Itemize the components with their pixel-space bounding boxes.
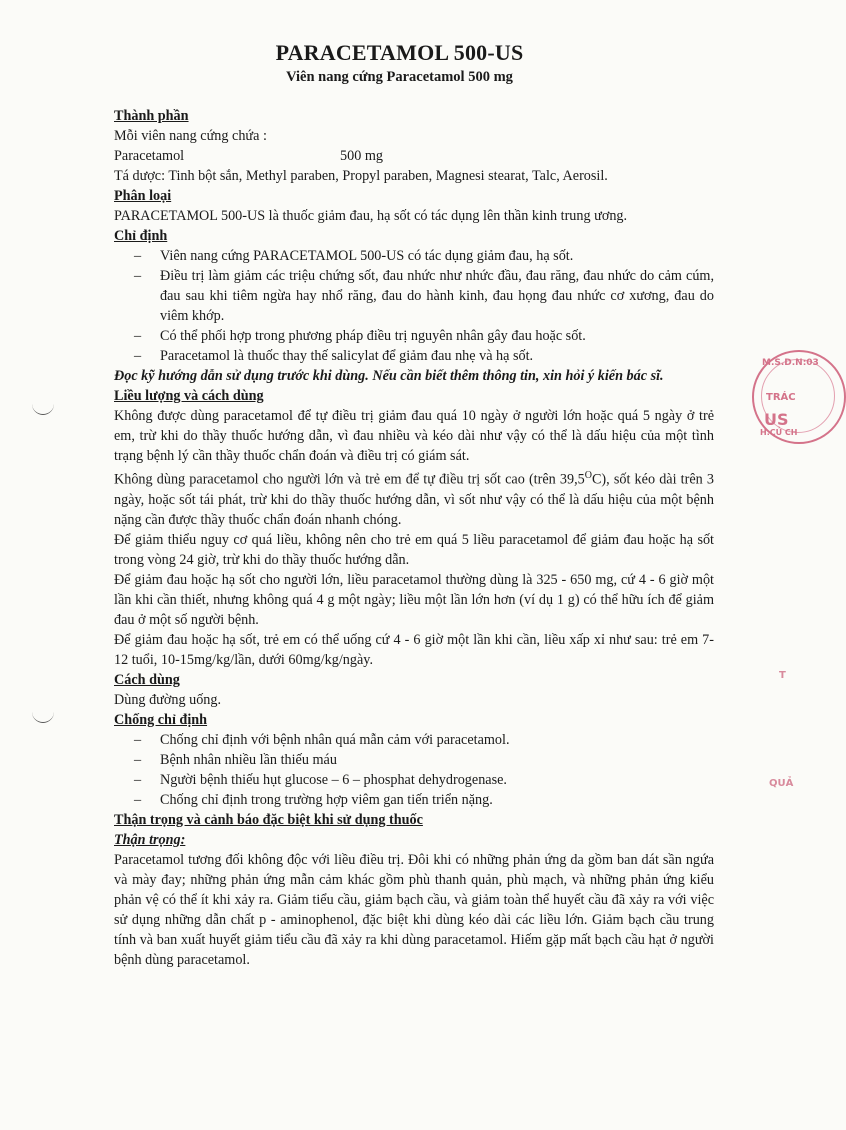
lieu-luong-p3: Để giảm thiểu nguy cơ quá liều, không nên cho trẻ em quá 5 liều paracetamol để giảm đau hoặc hạ sốt trong vòng 24 giờ, trừ khi do thầy thuốc hướng dẫn. bbox=[114, 531, 714, 568]
list-item: – Người bệnh thiếu hụt glucose – 6 – phosphat dehydrogenase. bbox=[114, 770, 714, 790]
heading-lieu-luong: Liều lượng và cách dùng bbox=[114, 388, 264, 404]
lieu-luong-p5: Để giảm đau hoặc hạ sốt, trẻ em có thể uống cứ 4 - 6 giờ một lần khi cần, liều xấp xỉ như sau: trẻ em 7- 12 tuổi, 10-15mg/kg/lần, dưới 60mg/kg/ngày. bbox=[114, 631, 714, 668]
list-item: – Chống chỉ định trong trường hợp viêm gan tiến triển nặng. bbox=[114, 790, 714, 810]
stamp-text: TRÁC bbox=[766, 392, 796, 403]
lieu-luong-p2 bbox=[114, 466, 714, 530]
chi-dinh-list bbox=[114, 246, 714, 366]
active-ingredient-row bbox=[114, 146, 714, 166]
heading-chi-dinh: Chỉ định bbox=[114, 228, 168, 244]
stamp-text: US bbox=[764, 410, 789, 429]
doc-subtitle: Viên nang cứng Paracetamol 500 mg bbox=[286, 69, 513, 85]
heading-chong-chi-dinh: Chống chỉ định bbox=[114, 711, 208, 728]
phan-loai-text: PARACETAMOL 500-US là thuốc giảm đau, hạ sốt có tác dụng lên thần kinh trung ương. bbox=[114, 208, 628, 224]
active-ingredient-name: Paracetamol bbox=[114, 148, 185, 164]
heading-than-trong: Thận trọng: bbox=[114, 831, 186, 848]
thanh-phan-intro: Mỗi viên nang cứng chứa : bbox=[114, 128, 267, 144]
list-item: – Điều trị làm giảm các triệu chứng sốt, đau nhức như nhức đầu, đau răng, đau nhức do cảm cúm, đau sau khi tiêm ngừa hay nhổ răng, đau do hành kinh, đau họng đau nhức cơ xương, đau do viêm khớp. bbox=[114, 266, 714, 326]
than-trong-text: Paracetamol tương đối không độc với liều điều trị. Đôi khi có những phản ứng da gồm ban dát sần ngứa và mày đay; những phản ứng mẫn cảm khác gồm phù thanh quản, phù mạch, và những phản ứng kiểu phản vệ có thể ít khi xảy ra. Giảm tiểu cầu, giảm bạch cầu, và giảm toàn thể huyết cầu đã xảy ra với việc sử dụng những dẫn chất p - aminophenol, đặc biệt khi dùng kéo dài các liều lớn. Giảm bạch cầu trung tính và ban xuất huyết giảm tiểu cầu đã xảy ra khi dùng paracetamol. Hiếm gặp mất bạch cầu hạt ở người bệnh dùng paracetamol. bbox=[114, 851, 714, 968]
active-ingredient-amount: 500 mg bbox=[340, 148, 383, 164]
stamp-text: H.CỦ CH bbox=[760, 428, 798, 437]
punch-hole-mark bbox=[32, 400, 54, 415]
excipients-text: Tá dược: Tinh bột sắn, Methyl paraben, Propyl paraben, Magnesi stearat, Talc, Aerosil. bbox=[114, 168, 608, 184]
p2-before: Không dùng paracetamol cho người lớn và trẻ em để tự điều trị sốt cao (trên 39,5 bbox=[114, 471, 585, 488]
doc-title: PARACETAMOL 500-US bbox=[275, 40, 524, 65]
heading-than-trong-canh-bao: Thận trọng và cảnh báo đặc biệt khi sử dụng thuốc bbox=[114, 811, 423, 828]
list-item: – Bệnh nhân nhiều lần thiếu máu bbox=[114, 750, 714, 770]
lieu-luong-p1: Không được dùng paracetamol để tự điều trị giảm đau quá 10 ngày ở người lớn hoặc quá 5 ngày ở trẻ em, trừ khi do thầy thuốc hướng dẫn, vì đau nhiều và kéo dài như vậy có thể là dấu hiệu của một tình trạng bệnh lý cần thầy thuốc chẩn đoán và điều trị có giám sát. bbox=[114, 408, 714, 464]
stamp-text: QUẢ bbox=[769, 778, 794, 789]
cach-dung-text: Dùng đường uống. bbox=[114, 691, 222, 708]
p2-degree: O bbox=[584, 470, 592, 481]
chong-chi-dinh-list bbox=[114, 730, 714, 810]
lieu-luong-p4: Để giảm đau hoặc hạ sốt cho người lớn, liều paracetamol thường dùng là 325 - 650 mg, cứ 4 - 6 giờ một lần khi cần thiết, nhưng không quá 4 g một ngày; liều một lần lớn hơn (ví dụ 1 g) có thể hữu ích để giảm đau ở một số người bệnh. bbox=[114, 571, 714, 628]
heading-thanh-phan: Thành phần bbox=[114, 108, 189, 124]
stamp-seal-partial bbox=[765, 660, 825, 800]
heading-phan-loai: Phân loại bbox=[114, 188, 172, 204]
list-item: – Viên nang cứng PARACETAMOL 500-US có tác dụng giảm đau, hạ sốt. bbox=[114, 246, 714, 266]
stamp-text: T bbox=[779, 670, 786, 681]
punch-hole-mark bbox=[32, 708, 54, 723]
list-item: – Paracetamol là thuốc thay thế salicylat để giảm đau nhẹ và hạ sốt. bbox=[114, 346, 714, 366]
doc-content bbox=[114, 106, 714, 970]
stamp-text: M.S.D.N:03 bbox=[762, 358, 819, 368]
p2-after: C), sốt kéo dài trên 3 ngày, hoặc sốt tái phát, trừ khi do thầy thuốc hướng dẫn, vì sốt như vậy có thể là dấu hiệu của một bệnh nặng cần được thầy thuốc chẩn đoán nhanh chóng. bbox=[114, 471, 714, 528]
list-item: – Chống chỉ định với bệnh nhân quá mẫn cảm với paracetamol. bbox=[114, 730, 714, 750]
heading-cach-dung: Cách dùng bbox=[114, 671, 180, 688]
stamp-seal bbox=[752, 350, 846, 444]
list-item: – Có thể phối hợp trong phương pháp điều trị nguyên nhân gây đau hoặc sốt. bbox=[114, 326, 714, 346]
read-instructions-note: Đọc kỹ hướng dẫn sử dụng trước khi dùng. Nếu cần biết thêm thông tin, xin hỏi ý kiến bác sĩ. bbox=[114, 368, 664, 384]
